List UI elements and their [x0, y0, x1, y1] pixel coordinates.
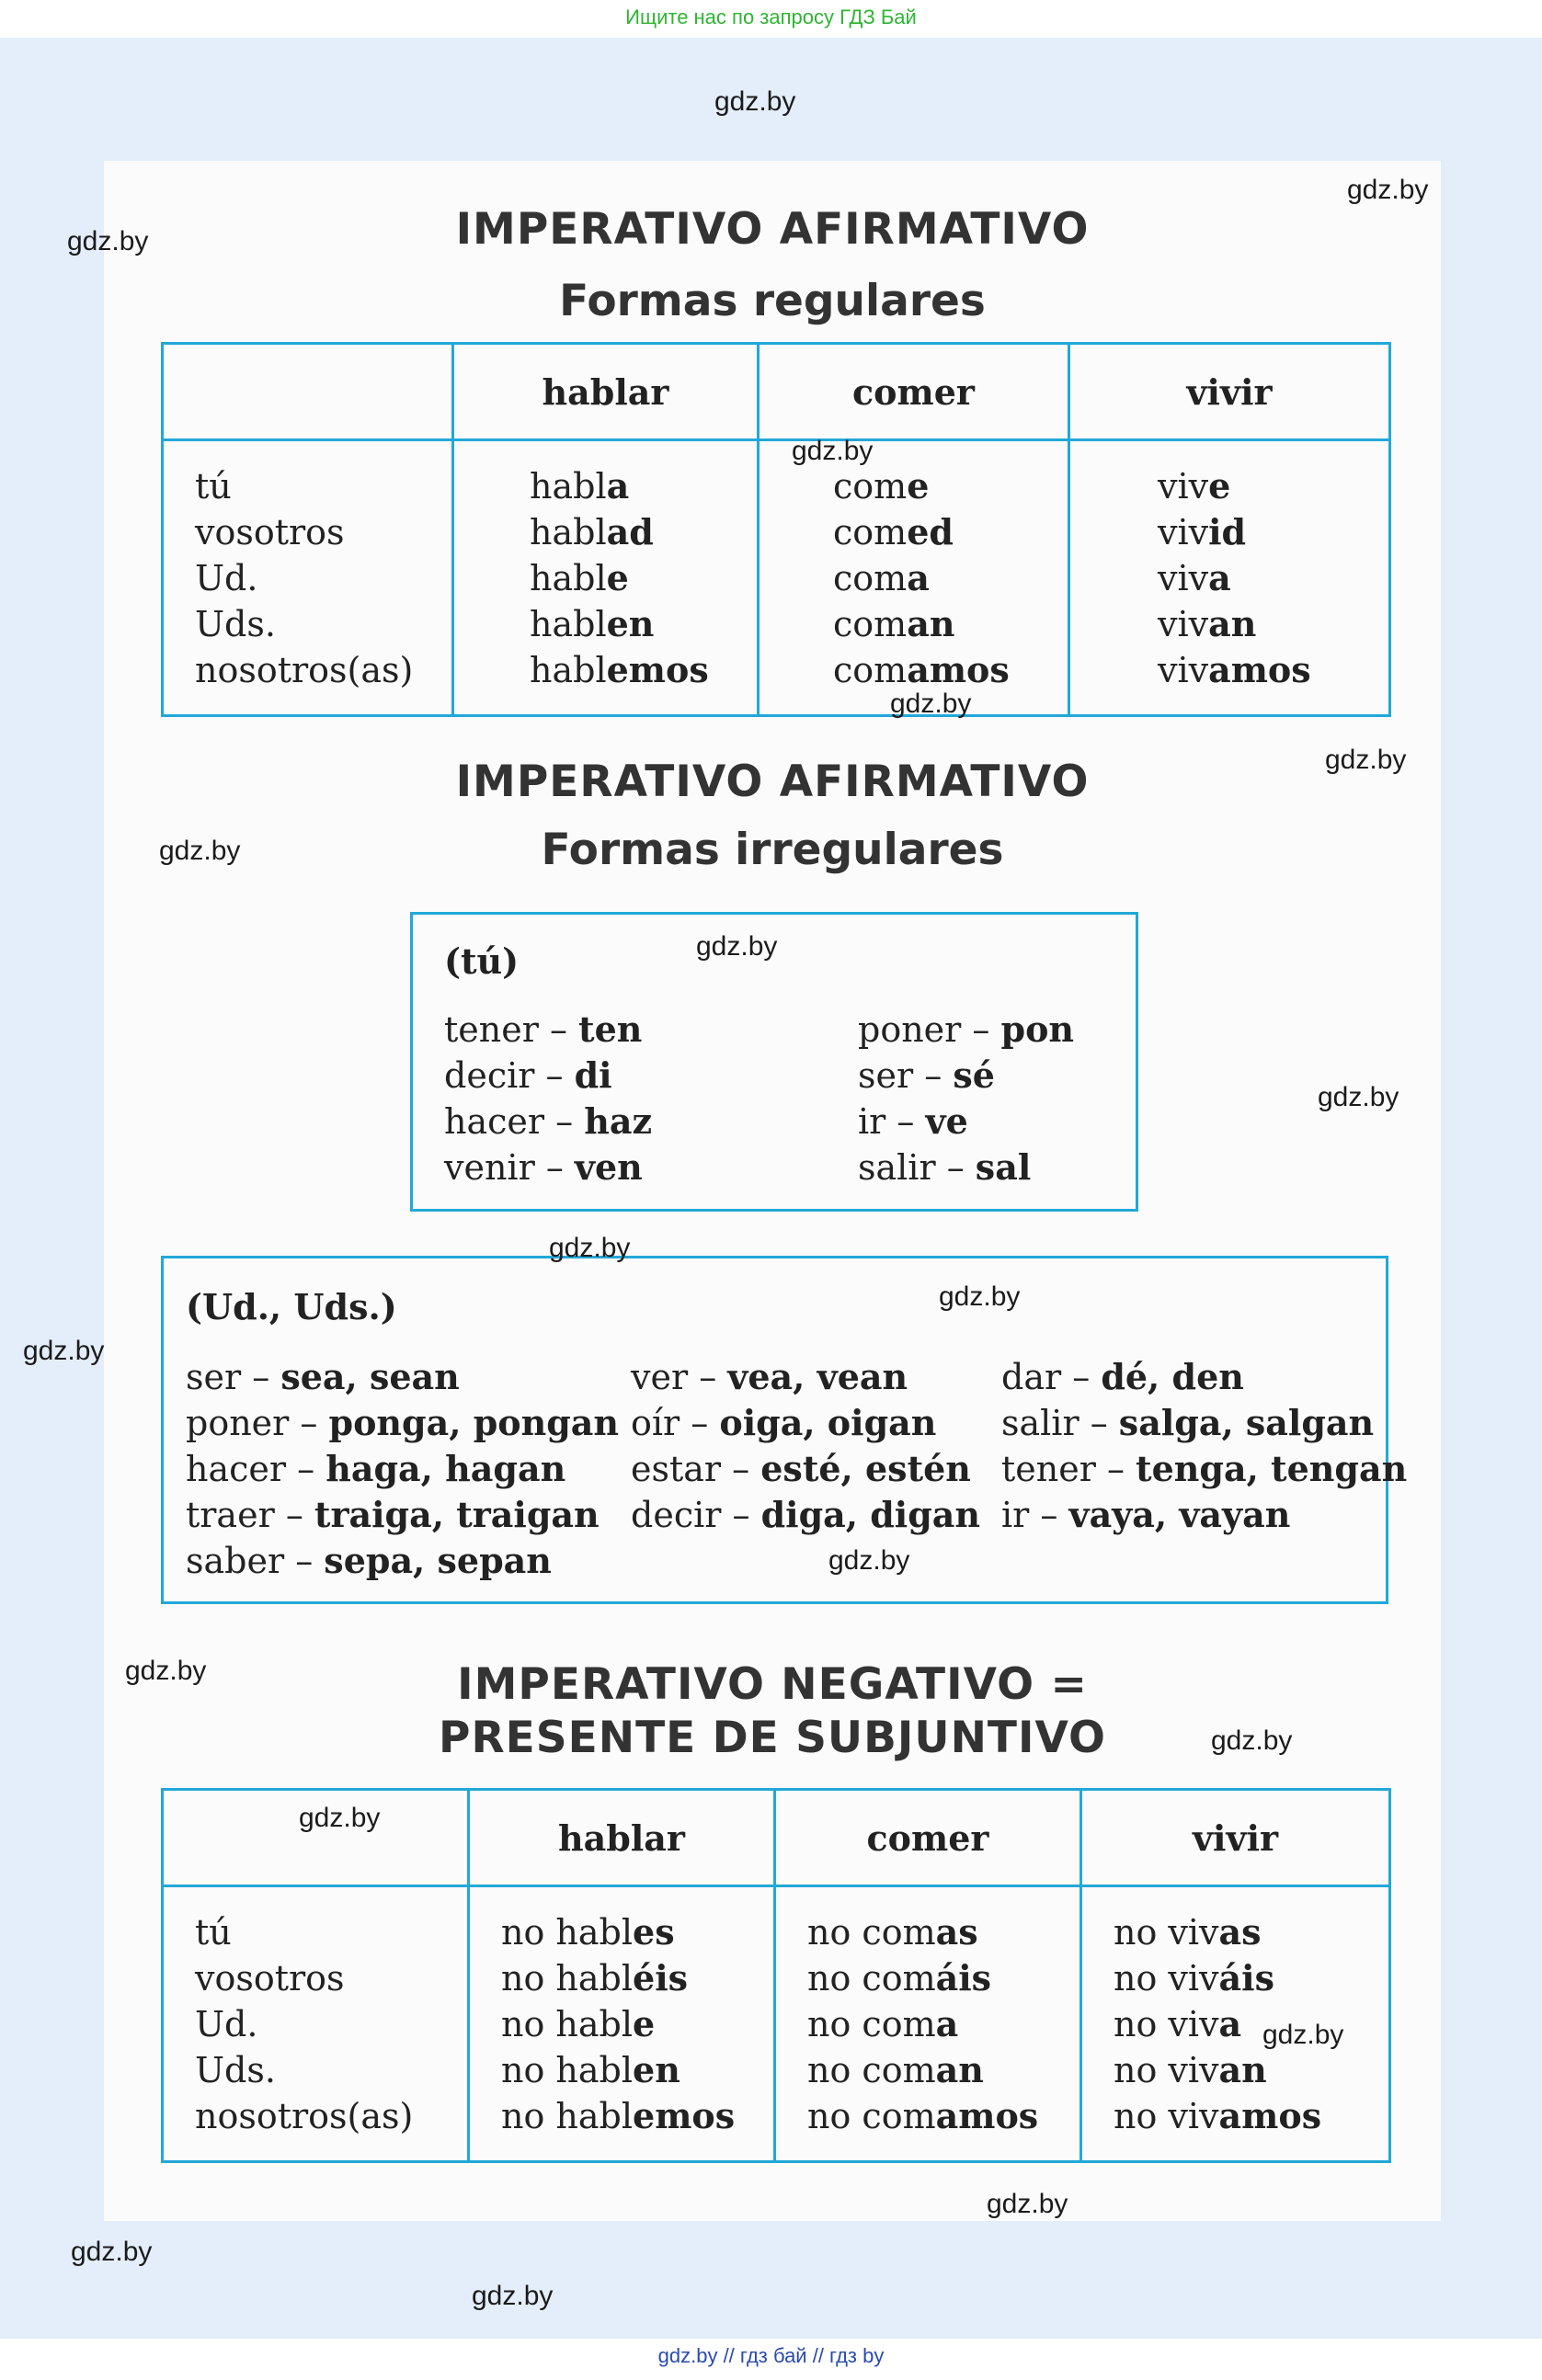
ud-irregular-box — [161, 1256, 1408, 1604]
verb-stem: ser – — [186, 1357, 281, 1397]
verb-ending: en — [633, 2049, 680, 2090]
verb-stem: no habl — [501, 1912, 634, 1953]
watermark: gdz.by — [299, 1803, 381, 1833]
header-blank — [163, 344, 453, 440]
verb-stem: no com — [807, 2096, 936, 2136]
watermark: gdz.by — [1325, 745, 1407, 775]
verb-form-line — [530, 647, 757, 693]
watermark: gdz.by — [696, 931, 778, 962]
section2-title: IMPERATIVO AFIRMATIVO — [455, 757, 1090, 807]
verb-stem: ir – — [1001, 1495, 1069, 1535]
verb-form-line — [631, 1400, 980, 1446]
verb-ending: amos — [935, 2095, 1039, 2136]
verb-stem: habl — [530, 512, 607, 552]
ud-forms-col1 — [186, 1354, 619, 1584]
pronoun-column — [164, 1887, 467, 2139]
verb-form-line — [530, 601, 757, 647]
watermark: gdz.by — [714, 86, 796, 117]
verb-stem: hacer – — [186, 1449, 326, 1489]
verb-ending: e — [606, 557, 629, 598]
verb-ending: a — [1218, 2003, 1242, 2044]
watermark: gdz.by — [890, 689, 972, 719]
verb-stem: viv — [1158, 604, 1209, 644]
verb-ending: vea, vean — [727, 1356, 908, 1397]
verb-form-line — [631, 1354, 980, 1400]
watermark: gdz.by — [159, 836, 241, 866]
section1-title: IMPERATIVO AFIRMATIVO — [455, 204, 1090, 255]
verb-stem: tener – — [1001, 1449, 1137, 1489]
watermark: gdz.by — [1262, 2020, 1344, 2050]
verb-form-line — [501, 2093, 773, 2139]
verb-ending: amos — [907, 649, 1010, 690]
watermark: gdz.by — [549, 1233, 631, 1263]
verb-ending: ponga, pongan — [328, 1402, 620, 1443]
verb-form-line — [807, 2001, 1079, 2047]
verb-ending: ed — [907, 511, 954, 552]
verb-ending: an — [1208, 603, 1257, 644]
verb-form-line — [833, 601, 1068, 647]
verb-form-line — [1158, 601, 1388, 647]
verb-ending: emos — [606, 649, 709, 690]
header-vivir: vivir — [1069, 344, 1390, 440]
verb-form-line — [444, 1007, 652, 1053]
verb-form-line — [807, 1909, 1079, 1955]
verb-form-line — [1001, 1400, 1407, 1446]
list-line: Uds. — [195, 2050, 276, 2090]
verb-form-line — [501, 2047, 773, 2093]
verb-stem: habl — [530, 604, 607, 644]
verb-form-line — [1001, 1354, 1407, 1400]
verb-form-line — [1114, 2001, 1388, 2047]
verb-form-line — [444, 1053, 652, 1099]
verb-ending: as — [1218, 1911, 1262, 1953]
verb-ending: an — [1218, 2049, 1267, 2090]
verb-stem: habl — [530, 650, 607, 690]
pronoun-column — [164, 441, 451, 693]
verb-stem: tener – — [444, 1009, 579, 1050]
verb-ending: vaya, vayan — [1068, 1494, 1291, 1535]
verb-stem: viv — [1158, 650, 1209, 690]
verb-stem: oír – — [631, 1403, 720, 1443]
watermark: gdz.by — [939, 1281, 1021, 1312]
verb-stem: no habl — [501, 2050, 634, 2090]
verb-stem: ser – — [858, 1055, 954, 1096]
ud-label: (Ud., Uds.) — [186, 1286, 397, 1327]
verb-ending: éis — [633, 1957, 689, 1999]
verb-form-line — [186, 1492, 619, 1538]
verb-ending: di — [574, 1054, 612, 1096]
verb-stem: no viv — [1114, 1958, 1219, 1999]
verb-stem: com — [833, 604, 908, 644]
header-hablar: hablar — [469, 1790, 775, 1886]
verb-ending: ten — [578, 1008, 643, 1050]
section1-subtitle: Formas regulares — [559, 276, 986, 326]
verb-ending: diga, digan — [760, 1494, 981, 1535]
verb-ending: en — [606, 603, 655, 644]
verb-form-line — [1158, 509, 1388, 555]
verb-form-line — [631, 1492, 980, 1538]
verb-form-line — [444, 1099, 652, 1144]
verb-form-line — [530, 509, 757, 555]
verb-form-line — [501, 2001, 773, 2047]
verb-stem: poner – — [858, 1009, 1001, 1050]
verb-ending: an — [935, 2049, 984, 2090]
verb-ending: es — [633, 1911, 675, 1953]
ud-forms-col3 — [1001, 1354, 1407, 1538]
verb-stem: com — [833, 558, 908, 598]
verb-form-line — [1114, 2093, 1388, 2139]
verb-ending: id — [1208, 511, 1247, 552]
verb-ending: salga, salgan — [1118, 1402, 1375, 1443]
verb-stem: decir – — [631, 1495, 761, 1535]
verb-stem: viv — [1158, 512, 1209, 552]
verb-form-line — [807, 1955, 1079, 2001]
verb-form-line — [833, 463, 1068, 509]
list-line: vosotros — [195, 512, 345, 552]
watermark: gdz.by — [1318, 1082, 1399, 1112]
list-line: nosotros(as) — [195, 650, 414, 690]
verb-form-line — [1114, 2047, 1388, 2093]
verb-ending: pon — [1000, 1008, 1075, 1050]
watermark: gdz.by — [125, 1656, 207, 1686]
verb-ending: esté, estén — [760, 1448, 971, 1489]
verb-stem: com — [833, 512, 908, 552]
verb-ending: haz — [584, 1100, 653, 1142]
verb-stem: decir – — [444, 1055, 575, 1096]
verb-stem: no habl — [501, 1958, 634, 1999]
verb-stem: hacer – — [444, 1101, 585, 1142]
verb-stem: estar – — [631, 1449, 761, 1489]
verb-form-line — [858, 1099, 1074, 1144]
verb-ending: amos — [1208, 649, 1311, 690]
watermark: gdz.by — [23, 1336, 105, 1366]
verb-ending: oiga, oigan — [719, 1402, 937, 1443]
verb-ending: an — [907, 603, 955, 644]
verb-stem: viv — [1158, 558, 1209, 598]
verb-form-line — [833, 647, 1068, 693]
verb-form-line — [444, 1144, 652, 1190]
verb-stem: no viv — [1114, 2096, 1219, 2136]
verb-stem: poner – — [186, 1403, 329, 1443]
verb-form-line — [530, 555, 757, 601]
verb-form-line — [807, 2093, 1079, 2139]
negative-imperative-table — [161, 1788, 1391, 2163]
list-line: nosotros(as) — [195, 2096, 414, 2136]
verb-form-line — [501, 1955, 773, 2001]
list-line: vosotros — [195, 1958, 345, 1999]
verb-ending: e — [633, 2003, 656, 2044]
top-banner[interactable] — [0, 0, 1542, 38]
verb-stem: saber – — [186, 1541, 325, 1581]
verb-stem: venir – — [444, 1147, 575, 1188]
list-line: Uds. — [195, 604, 276, 644]
verb-ending: a — [935, 2003, 959, 2044]
verb-stem: no viv — [1114, 2004, 1219, 2044]
footer-links[interactable] — [0, 2339, 1542, 2380]
comer-forms — [760, 441, 1068, 693]
tu-forms-left — [444, 1007, 652, 1190]
verb-form-line — [833, 509, 1068, 555]
verb-stem: no viv — [1114, 1912, 1219, 1953]
verb-stem: no viv — [1114, 2050, 1219, 2090]
comer-negative-forms — [776, 1887, 1079, 2139]
verb-stem: no habl — [501, 2096, 634, 2136]
verb-form-line — [501, 1909, 773, 1955]
verb-stem: com — [833, 466, 908, 507]
verb-ending: a — [1208, 557, 1231, 598]
verb-stem: com — [833, 650, 908, 690]
verb-stem: salir – — [1001, 1403, 1119, 1443]
verb-stem: no com — [807, 1912, 936, 1953]
verb-form-line — [1158, 647, 1388, 693]
list-line: Ud. — [195, 2004, 258, 2044]
list-line: tú — [195, 466, 232, 507]
header-hablar: hablar — [453, 344, 759, 440]
verb-form-line — [858, 1144, 1074, 1190]
verb-stem: traer – — [186, 1495, 314, 1535]
verb-stem: salir – — [858, 1147, 976, 1188]
verb-ending: e — [1208, 465, 1231, 507]
verb-ending: haga, hagan — [326, 1448, 566, 1489]
verb-stem: no com — [807, 2050, 936, 2090]
list-line: tú — [195, 1912, 232, 1953]
section2-subtitle: Formas irregulares — [541, 825, 1004, 875]
verb-form-line — [1001, 1492, 1407, 1538]
verb-form-line — [807, 2047, 1079, 2093]
watermark: gdz.by — [472, 2281, 554, 2311]
verb-form-line — [1158, 555, 1388, 601]
verb-stem: no com — [807, 2004, 936, 2044]
verb-ending: áis — [935, 1957, 992, 1999]
tu-label: (tú) — [444, 940, 520, 982]
verb-ending: sepa, sepan — [324, 1540, 552, 1581]
verb-form-line — [1001, 1446, 1407, 1492]
verb-ending: sé — [953, 1054, 995, 1096]
section3-title-line1: IMPERATIVO NEGATIVO = — [457, 1659, 1088, 1710]
verb-form-line — [1114, 1909, 1388, 1955]
vivir-negative-forms — [1082, 1887, 1388, 2139]
verb-ending: ve — [925, 1100, 968, 1142]
verb-form-line — [858, 1053, 1074, 1099]
watermark: gdz.by — [67, 226, 149, 256]
verb-ending: e — [907, 465, 930, 507]
watermark: gdz.by — [792, 436, 874, 466]
hablar-forms — [454, 441, 757, 693]
verb-stem: no com — [807, 1958, 936, 1999]
verb-ending: amos — [1218, 2095, 1322, 2136]
tu-forms-right — [858, 1007, 1074, 1190]
verb-ending: dé, den — [1101, 1356, 1244, 1397]
verb-form-line — [1114, 1955, 1388, 2001]
header-vivir: vivir — [1081, 1790, 1390, 1886]
verb-form-line — [186, 1446, 619, 1492]
verb-ending: traiga, traigan — [314, 1494, 600, 1535]
verb-ending: a — [907, 557, 930, 598]
verb-stem: habl — [530, 558, 607, 598]
verb-ending: ven — [574, 1146, 643, 1188]
verb-form-line — [631, 1446, 980, 1492]
list-line: Ud. — [195, 558, 258, 598]
watermark: gdz.by — [1211, 1725, 1293, 1756]
section3-title-line2: PRESENTE DE SUBJUNTIVO — [439, 1713, 1106, 1763]
verb-ending: emos — [633, 2095, 736, 2136]
watermark: gdz.by — [828, 1545, 910, 1576]
verb-ending: as — [935, 1911, 978, 1953]
verb-stem: viv — [1158, 466, 1209, 507]
watermark: gdz.by — [71, 2237, 153, 2267]
verb-stem: dar – — [1001, 1357, 1102, 1397]
header-comer: comer — [775, 1790, 1081, 1886]
verb-form-line — [186, 1400, 619, 1446]
vivir-forms — [1070, 441, 1388, 693]
header-comer: comer — [759, 344, 1069, 440]
hablar-negative-forms — [470, 1887, 773, 2139]
verb-stem: ver – — [631, 1357, 728, 1397]
verb-form-line — [530, 463, 757, 509]
verb-stem: no habl — [501, 2004, 634, 2044]
verb-form-line — [186, 1354, 619, 1400]
verb-form-line — [833, 555, 1068, 601]
watermark: gdz.by — [987, 2189, 1068, 2219]
verb-form-line — [186, 1538, 619, 1584]
verb-form-line — [858, 1007, 1074, 1053]
verb-stem: ir – — [858, 1101, 926, 1142]
ud-forms-col2 — [631, 1354, 980, 1538]
verb-stem: habl — [530, 466, 607, 507]
verb-ending: sal — [975, 1146, 1032, 1188]
verb-ending: tenga, tengan — [1136, 1448, 1408, 1489]
watermark: gdz.by — [1347, 175, 1429, 205]
verb-ending: a — [606, 465, 630, 507]
verb-ending: áis — [1218, 1957, 1274, 1999]
footer-text[interactable]: gdz.by // гдз бай // гдз by — [657, 2344, 885, 2367]
verb-ending: sea, sean — [280, 1356, 460, 1397]
top-banner-text[interactable]: Ищите нас по запросу ГДЗ Бай — [625, 6, 917, 28]
regular-imperative-table — [161, 342, 1391, 717]
verb-form-line — [1158, 463, 1388, 509]
verb-ending: ad — [606, 511, 654, 552]
